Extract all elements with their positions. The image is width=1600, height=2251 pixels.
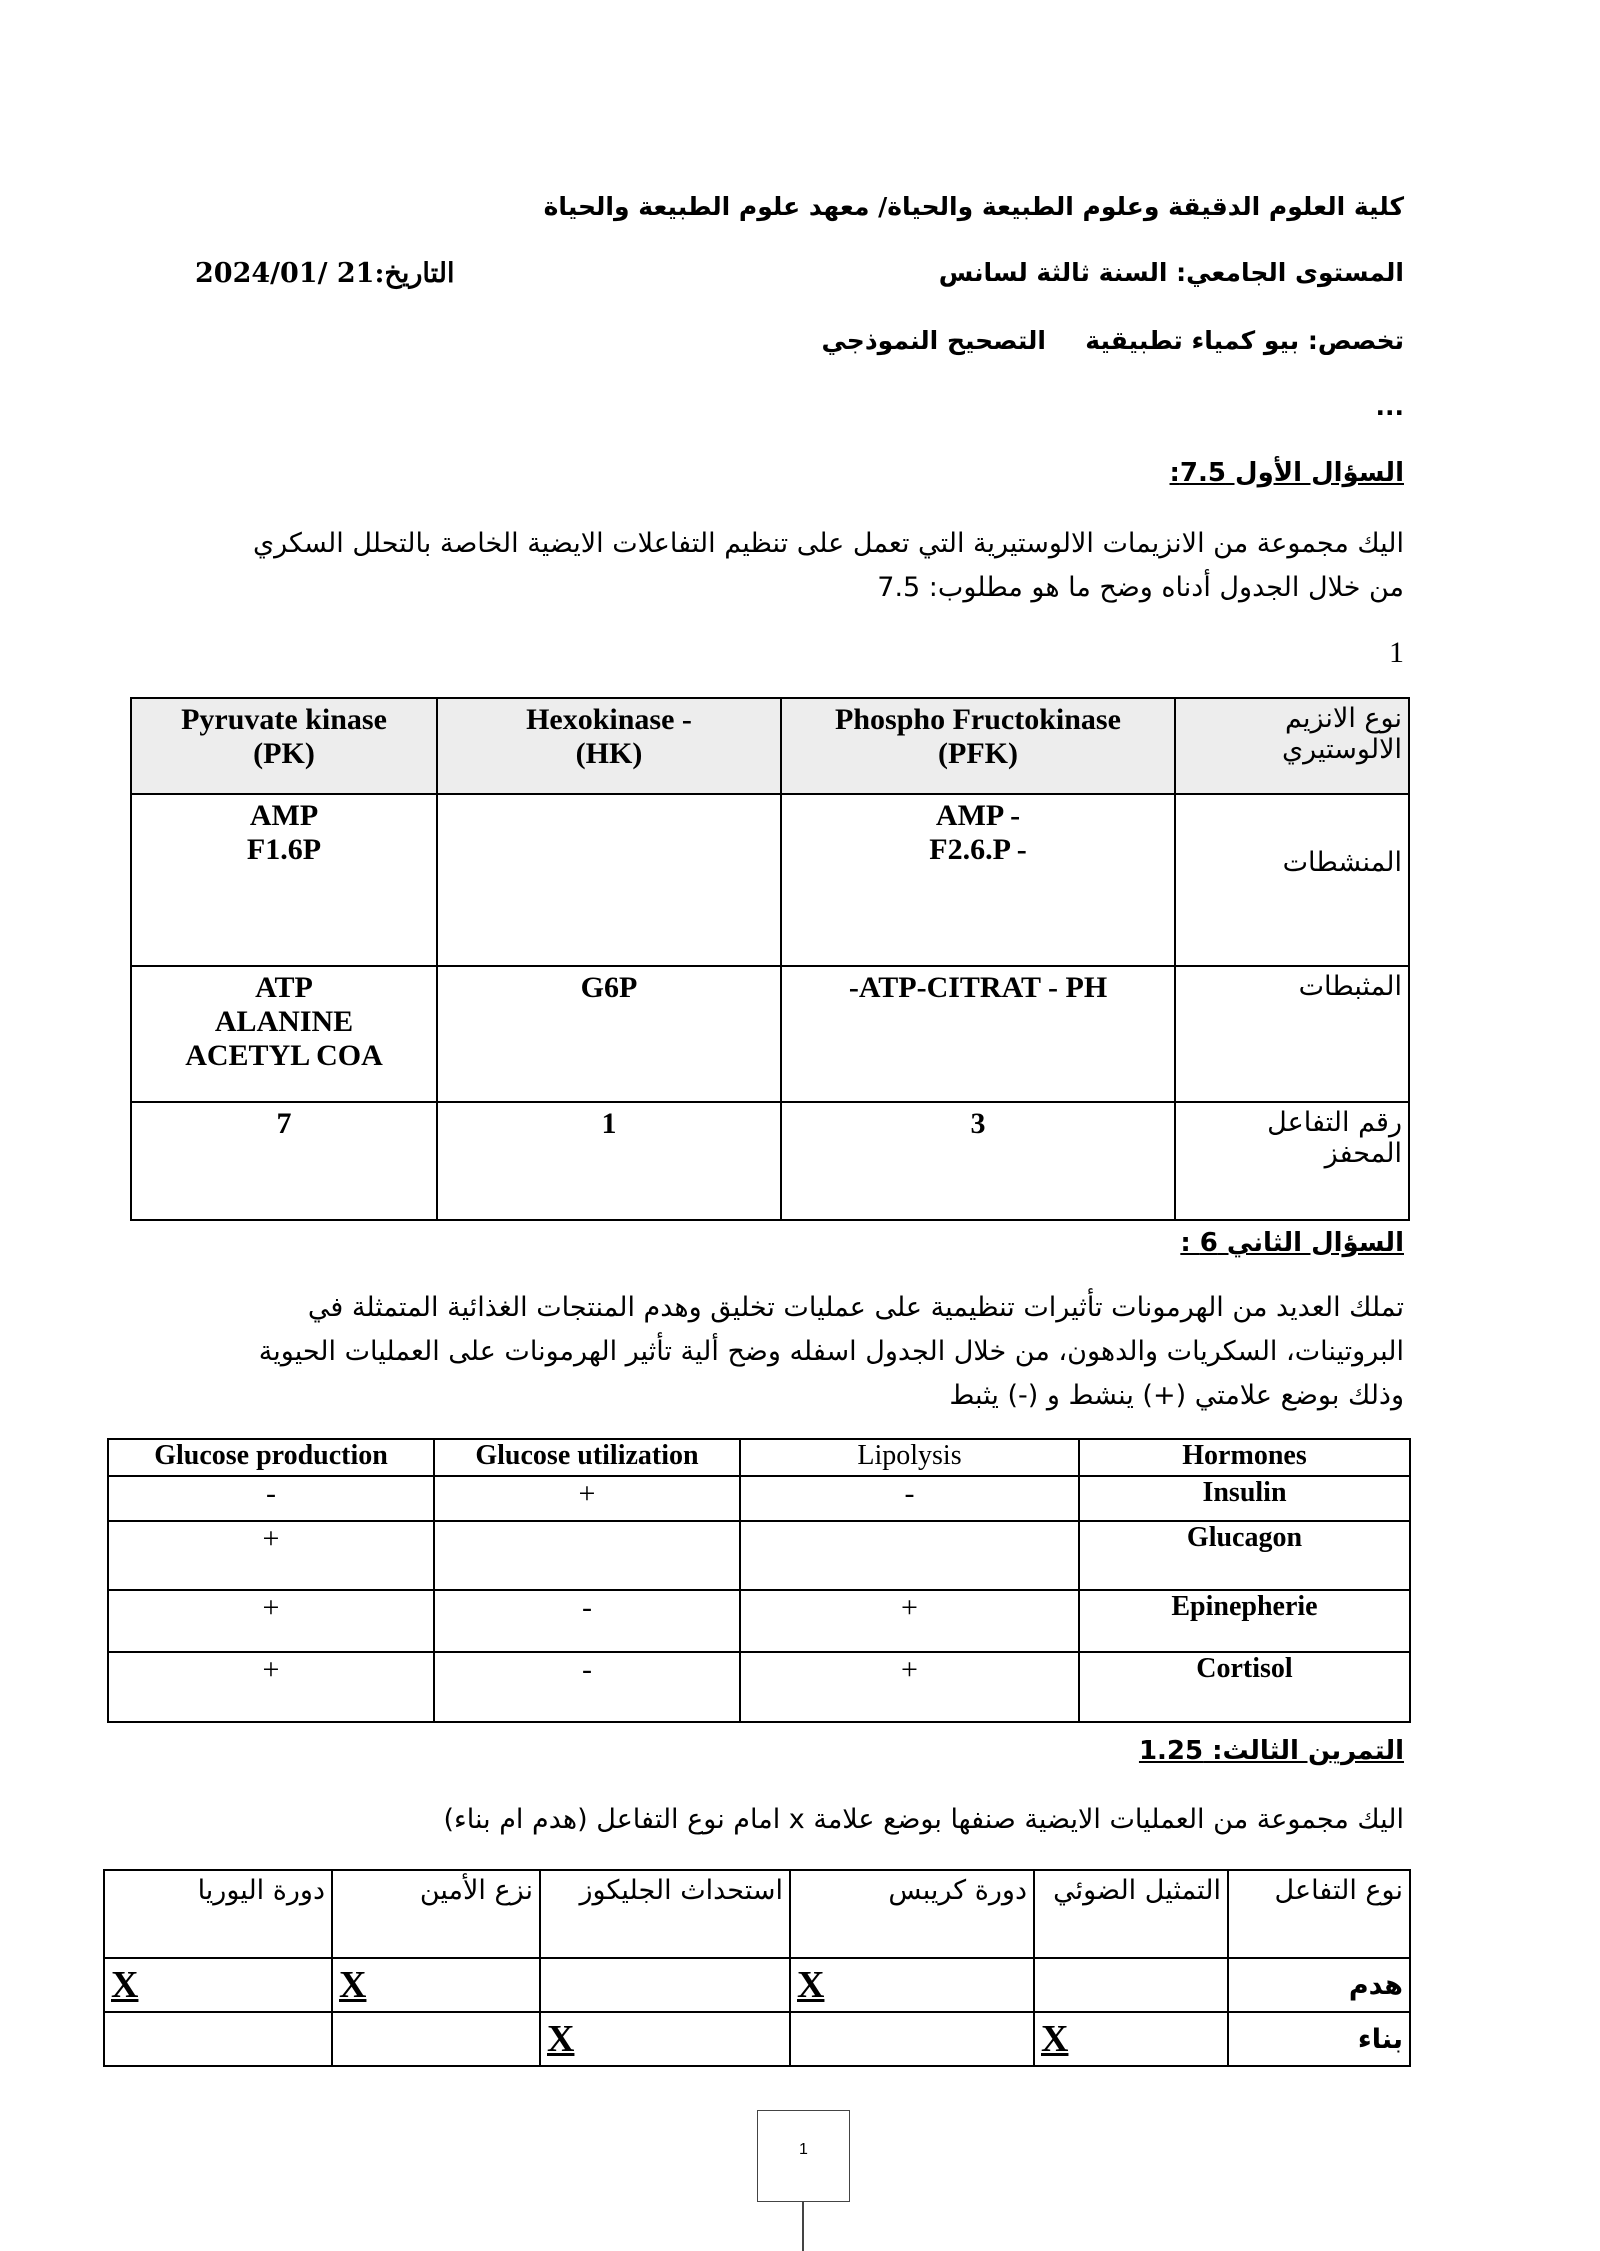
pfk-reaction: 3: [781, 1102, 1175, 1220]
q1-line2: من خلال الجدول أدناه وضح ما هو مطلوب: 7.5: [877, 572, 1404, 603]
header-glucose-production: Glucose production: [108, 1439, 434, 1476]
pfk-activators: AMP - F2.6.P -: [781, 794, 1175, 966]
header-hormones: Hormones: [1079, 1439, 1410, 1476]
header-krebs-cycle: دورة كريبس: [790, 1870, 1034, 1958]
q3-line1: اليك مجموعة من العمليات الايضية صنفها بوضع علامة x امام نوع التفاعل (هدم ام بناء): [443, 1804, 1404, 1835]
anabolism-gluconeogenesis-mark: X: [540, 2012, 790, 2066]
cortisol-row: [108, 1652, 1410, 1722]
q1-line1: اليك مجموعة من الانزيمات الالوستيرية التي تعمل على تنظيم التفاعلات الايضية الخاصة بالتحلل السكري: [253, 528, 1404, 559]
level-line: المستوى الجامعي: السنة ثالثة لسانس: [938, 258, 1404, 287]
specialty-line: تخصص: بيو كمياء تطبيقية: [1085, 326, 1404, 355]
glucagon-production: +: [108, 1521, 434, 1590]
header-pfk: Phospho Fructokinase (PFK): [781, 698, 1175, 794]
process-header-row: [104, 1870, 1410, 1958]
page-number-box: [757, 2110, 850, 2202]
q3-title: التمرين الثالث: 1.25: [1138, 1736, 1404, 1766]
glucagon-row: [108, 1521, 1410, 1590]
pk-reaction: 7: [131, 1102, 437, 1220]
header-urea-cycle: دورة اليوريا: [104, 1870, 332, 1958]
cortisol-production: +: [108, 1652, 434, 1722]
hk-activators: [437, 794, 781, 966]
date-line: التاريخ:21 /2024/01: [195, 258, 455, 289]
header-lipolysis: Lipolysis: [740, 1439, 1079, 1476]
correction-label: التصحيح النموذجي: [821, 326, 1046, 355]
cortisol-lipolysis: +: [740, 1652, 1079, 1722]
anabolism-krebs-mark: [790, 2012, 1034, 2066]
inhibitors-row: [131, 966, 1409, 1102]
hormone-epinepherie: Epinepherie: [1079, 1590, 1410, 1652]
catabolism-deamination-mark: X: [332, 1958, 540, 2012]
hk-inhibitors: G6P: [437, 966, 781, 1102]
q2-title: السؤال الثاني 6 :: [1180, 1228, 1404, 1258]
insulin-row: [108, 1476, 1410, 1521]
activators-row: [131, 794, 1409, 966]
epinepherie-utilization: -: [434, 1590, 740, 1652]
catabolism-urea-mark: X: [104, 1958, 332, 2012]
page-number-connector: [802, 2201, 804, 2251]
pk-inhibitors: ATP ALANINE ACETYL COA: [131, 966, 437, 1102]
hormone-insulin: Insulin: [1079, 1476, 1410, 1521]
epinepherie-lipolysis: +: [740, 1590, 1079, 1652]
anabolism-deamination-mark: [332, 2012, 540, 2066]
page-number: 1: [799, 2141, 808, 2158]
hormone-table: [107, 1438, 1411, 1723]
enzyme-table: [130, 697, 1410, 1221]
anabolism-row: [104, 2012, 1410, 2066]
header-photosynthesis: التمثيل الضوئي: [1034, 1870, 1228, 1958]
q1-number: 1: [1389, 636, 1404, 669]
hormone-glucagon: Glucagon: [1079, 1521, 1410, 1590]
faculty-line: كلية العلوم الدقيقة وعلوم الطبيعة والحياة/ معهد علوم الطبيعة والحياة: [543, 192, 1404, 221]
q1-title: السؤال الأول 7.5:: [1169, 458, 1404, 488]
hk-reaction: 1: [437, 1102, 781, 1220]
header-deamination: نزع الأمين: [332, 1870, 540, 1958]
header-glucose-utilization: Glucose utilization: [434, 1439, 740, 1476]
header-reaction-type: نوع التفاعل: [1228, 1870, 1410, 1958]
header-hk: Hexokinase - (HK): [437, 698, 781, 794]
inhibitors-label: المثبطات: [1175, 966, 1409, 1102]
reaction-label: رقم التفاعل المحفز: [1175, 1102, 1409, 1220]
header-gluconeogenesis: استحداث الجليكوز: [540, 1870, 790, 1958]
header-pk: Pyruvate kinase (PK): [131, 698, 437, 794]
reaction-row: [131, 1102, 1409, 1220]
enzyme-header-row: [131, 698, 1409, 794]
ellipsis: ...: [1375, 392, 1404, 421]
hormone-header-row: [108, 1439, 1410, 1476]
activators-label: المنشطات: [1175, 794, 1409, 966]
insulin-production: -: [108, 1476, 434, 1521]
pfk-inhibitors: -ATP-CITRAT - PH: [781, 966, 1175, 1102]
header-enzyme-type: نوع الانزيم الالوستيري: [1175, 698, 1409, 794]
cortisol-utilization: -: [434, 1652, 740, 1722]
q2-line2: البروتينات، السكريات والدهون، من خلال الجدول اسفله وضح ألية تأثير الهرمونات على العمليات الحيوية: [258, 1336, 1404, 1367]
reaction-type-table: [103, 1869, 1411, 2067]
epinepherie-row: [108, 1590, 1410, 1652]
pk-activators: AMP F1.6P: [131, 794, 437, 966]
hormone-cortisol: Cortisol: [1079, 1652, 1410, 1722]
glucagon-lipolysis: [740, 1521, 1079, 1590]
anabolism-photosynthesis-mark: X: [1034, 2012, 1228, 2066]
epinepherie-production: +: [108, 1590, 434, 1652]
q2-line1: تملك العديد من الهرمونات تأثيرات تنظيمية على عمليات تخليق وهدم المنتجات الغذائية المتمثلة في: [307, 1292, 1404, 1323]
anabolism-urea-mark: [104, 2012, 332, 2066]
catabolism-label: هدم: [1228, 1958, 1410, 2012]
insulin-utilization: +: [434, 1476, 740, 1521]
catabolism-krebs-mark: X: [790, 1958, 1034, 2012]
insulin-lipolysis: -: [740, 1476, 1079, 1521]
anabolism-label: بناء: [1228, 2012, 1410, 2066]
glucagon-utilization: [434, 1521, 740, 1590]
catabolism-row: [104, 1958, 1410, 2012]
catabolism-photosynthesis-mark: [1034, 1958, 1228, 2012]
q2-line3: وذلك بوضع علامتي (+) ينشط و (-) يثبط: [949, 1380, 1404, 1411]
catabolism-gluconeogenesis-mark: [540, 1958, 790, 2012]
